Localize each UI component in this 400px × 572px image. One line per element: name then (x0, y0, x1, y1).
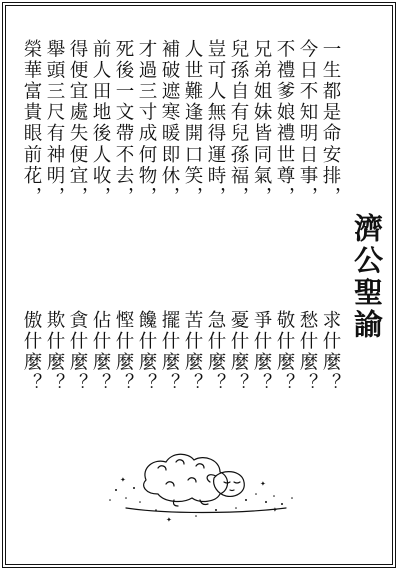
verse-line: 豈可人無得運時， (205, 39, 226, 208)
sleeping-sheep-illustration (96, 438, 306, 528)
verse-question: 傲什麼？ (21, 310, 42, 395)
verse-column (250, 39, 272, 399)
verse-column (112, 39, 134, 399)
svg-text:✦: ✦ (260, 480, 266, 488)
verse-column (181, 39, 203, 399)
verse-question: 佔什麼？ (90, 310, 111, 395)
verse-line: 一生都是命安排， (320, 39, 341, 208)
verse-question: 爭什麼？ (251, 310, 272, 395)
verse-line: 兒孫自有兒孫福， (228, 39, 249, 208)
verse-column (66, 39, 88, 399)
verse-line: 才過三寸成何物， (136, 39, 157, 208)
page-title: 濟公聖諭 (350, 213, 384, 341)
verse-line: 人世難逢開口笑， (182, 39, 203, 208)
verse-question: 苦什麼？ (182, 310, 203, 395)
verse-line: 舉頭三尺有神明， (44, 39, 65, 208)
verse-question: 愁什麼？ (297, 310, 318, 395)
verse-question: 擺什麼？ (159, 310, 180, 395)
verse-column (89, 39, 111, 399)
verse-column (227, 39, 249, 399)
verse-line: 得便宜處失便宜， (67, 39, 88, 208)
verse-question: 欺什麼？ (44, 310, 65, 395)
verse-line: 前人田地後人收， (90, 39, 111, 208)
verse-column (296, 39, 318, 399)
verse-column (273, 39, 295, 399)
verse-question: 求什麼？ (320, 310, 341, 395)
verse-line: 補破遮寒暖即休， (159, 39, 180, 208)
verse-question: 憂什麼？ (228, 310, 249, 395)
verse-question: 貪什麼？ (67, 310, 88, 395)
verse-question: 敬什麼？ (274, 310, 295, 395)
verse-column (43, 39, 65, 399)
verse-question: 慳什麼？ (113, 310, 134, 395)
svg-text:✦: ✦ (272, 506, 278, 514)
verse-column (204, 39, 226, 399)
verse-question: 饞什麼？ (136, 310, 157, 395)
verse-column (135, 39, 157, 399)
verse-line: 不禮爹娘禮世尊， (274, 39, 295, 208)
verse-line: 今日不知明日事， (297, 39, 318, 208)
verse-question: 急什麼？ (205, 310, 226, 395)
verse-column (319, 39, 341, 399)
svg-text:✦: ✦ (166, 516, 172, 524)
verse-line: 死後一文帶不去， (113, 39, 134, 208)
verse-column (20, 39, 42, 399)
verse-line: 兄弟姐妹皆同氣， (251, 39, 272, 208)
svg-text:✦: ✦ (120, 476, 126, 484)
verse-column (158, 39, 180, 399)
verse-line: 榮華富貴眼前花， (21, 39, 42, 208)
